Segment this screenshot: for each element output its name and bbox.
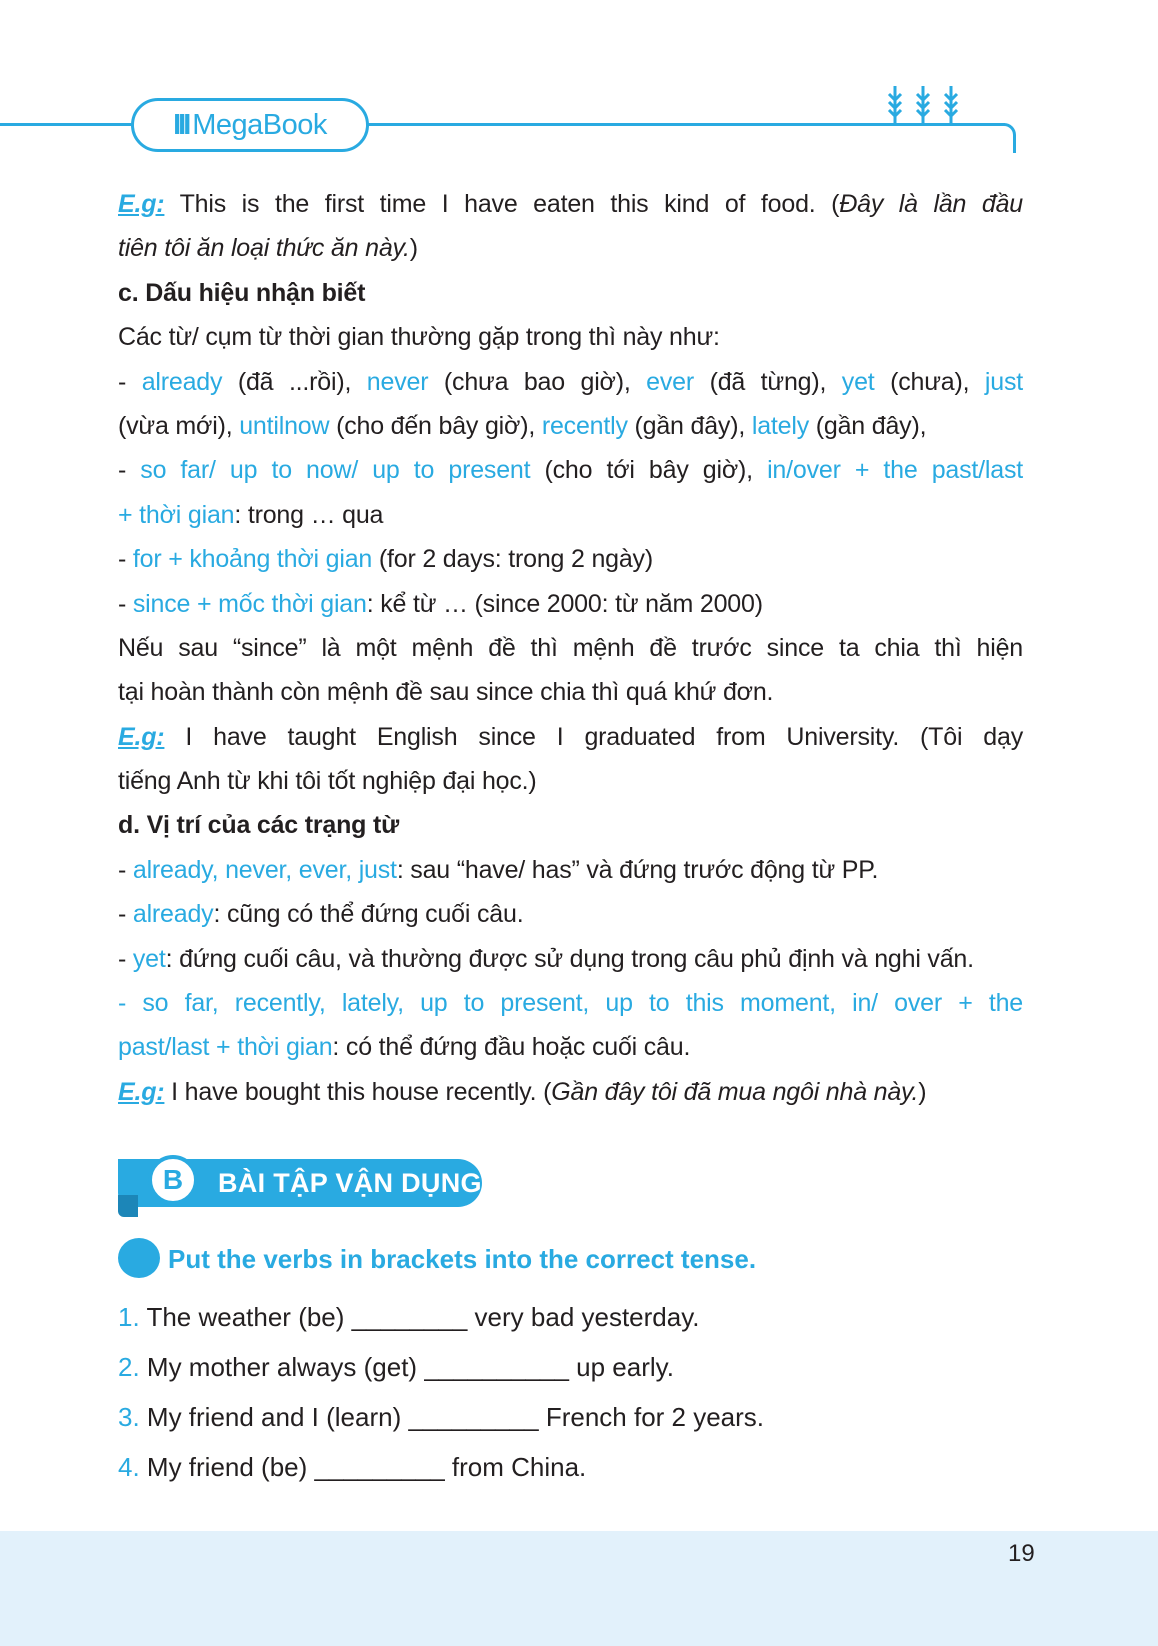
text-segment: (chưa bao giờ),	[428, 367, 647, 396]
text-segment: untilnow	[239, 411, 330, 440]
text-segment: c. Dấu hiệu nhận biết	[118, 278, 366, 307]
text-segment: -	[118, 367, 142, 396]
exercise-list	[118, 1292, 764, 1492]
lesson-text	[118, 182, 1023, 1114]
section-letter: B	[162, 1164, 184, 1195]
exercise-number: 3.	[118, 1402, 140, 1432]
text-segment: Gần đây tôi đã mua ngôi nhà này.	[551, 1077, 919, 1106]
text-segment: -	[118, 589, 133, 618]
text-segment: lately	[751, 411, 810, 440]
section-banner-fold	[118, 1195, 138, 1217]
text-line	[118, 937, 1023, 981]
megabook-logo	[131, 98, 369, 152]
text-segment: in/over + the past/last	[767, 456, 1023, 485]
exercise-text: The weather (be) ________ very bad yesterday.	[139, 1302, 700, 1332]
text-line	[118, 981, 1023, 1025]
text-line	[118, 537, 1023, 581]
text-segment: + thời gian	[118, 500, 235, 529]
example-label: E.g:	[118, 190, 165, 218]
text-segment: : sau “have/ has” và đứng trước động từ PP.	[396, 855, 879, 884]
logo-bars-icon: III	[173, 108, 189, 141]
text-segment: tiên tôi ăn loại thức ăn này.	[118, 234, 410, 263]
text-segment: (đã ...rồi),	[222, 367, 367, 396]
text-line	[118, 182, 1023, 226]
text-segment: This is the first time I have eaten this kind of food. (	[164, 190, 840, 218]
text-segment: past/last + thời gian	[118, 1033, 333, 1062]
text-segment: Đây là lần đầu	[839, 190, 1023, 218]
text-line	[118, 626, 1023, 670]
section-title: BÀI TẬP VẬN DỤNG	[218, 1168, 482, 1198]
exercise-item	[118, 1392, 764, 1442]
text-segment: : kể từ … (since 2000: từ năm 2000)	[366, 589, 763, 618]
text-segment: )	[918, 1077, 927, 1106]
text-segment: -	[118, 456, 141, 485]
example-label: E.g:	[118, 722, 165, 751]
text-segment: tại hoàn thành còn mệnh đề sau since chia thì quá khứ đơn.	[118, 678, 774, 707]
text-line	[118, 803, 1023, 847]
text-segment: Nếu sau “since” là một mệnh đề thì mệnh đề trước since ta chia thì hiện	[118, 633, 1023, 662]
text-segment: since + mốc thời gian	[132, 589, 367, 618]
text-segment: ever	[646, 367, 695, 396]
text-line	[118, 448, 1023, 492]
text-segment: -	[118, 545, 133, 574]
logo-text: MegaBook	[192, 108, 327, 141]
exercise-instruction: Put the verbs in brackets into the correct tense.	[168, 1244, 757, 1274]
example-label: E.g:	[118, 1077, 165, 1106]
text-segment: (chưa),	[874, 367, 985, 396]
text-segment: yet	[841, 367, 875, 396]
text-line	[118, 582, 1023, 626]
text-segment: )	[409, 234, 418, 263]
exercise-text: My mother always (get) __________ up early.	[139, 1352, 674, 1382]
text-line	[118, 759, 1023, 803]
text-segment: (gần đây),	[809, 411, 927, 440]
text-line	[118, 715, 1023, 759]
text-segment: yet	[132, 944, 166, 973]
text-segment: : cũng có thể đứng cuối câu.	[213, 900, 524, 929]
exercise-number: 2.	[118, 1352, 140, 1382]
text-line	[118, 360, 1023, 404]
text-segment: already	[132, 900, 214, 929]
text-segment: already	[141, 367, 223, 396]
text-line	[118, 1070, 1023, 1114]
speech-bubble-icon	[118, 1238, 160, 1278]
page-footer	[0, 1531, 1158, 1646]
text-line	[118, 848, 1023, 892]
text-segment: so far/ up to now/ up to present	[140, 456, 531, 485]
text-segment: never	[366, 367, 429, 396]
duck-and-wheat-icon	[870, 78, 1020, 128]
text-segment: -	[118, 944, 133, 973]
text-segment: (vừa mới),	[118, 411, 240, 440]
exercise-item	[118, 1342, 764, 1392]
text-segment: -	[118, 855, 133, 884]
text-segment: : có thể đứng đầu hoặc cuối câu.	[332, 1033, 691, 1062]
text-segment: (for 2 days: trong 2 ngày)	[372, 545, 653, 574]
text-line	[118, 404, 1023, 448]
text-segment: : đứng cuối câu, và thường được sử dụng trong câu phủ định và nghi vấn.	[165, 944, 974, 973]
text-segment: recently	[541, 411, 628, 440]
text-segment: (gần đây),	[627, 411, 752, 440]
text-segment: -	[118, 900, 133, 929]
page-number: 19	[1008, 1540, 1035, 1567]
exercise-number: 1.	[118, 1302, 140, 1332]
text-line	[118, 1025, 1023, 1069]
text-segment: (đã từng),	[694, 367, 842, 396]
text-segment: I have taught English since I graduated from University. (Tôi dạy	[164, 722, 1023, 751]
text-segment: (cho tới bây giờ),	[530, 456, 768, 485]
exercise-text: My friend and I (learn) _________ French for 2 years.	[139, 1402, 765, 1432]
text-line	[118, 271, 1023, 315]
section-letter-badge	[148, 1155, 198, 1205]
text-line	[118, 670, 1023, 714]
text-segment: Các từ/ cụm từ thời gian thường gặp trong thì này như:	[118, 323, 720, 352]
text-line	[118, 892, 1023, 936]
text-segment: already, never, ever, just	[132, 855, 397, 884]
exercise-item	[118, 1292, 764, 1342]
text-segment: just	[984, 367, 1023, 396]
text-segment: (cho đến bây giờ),	[329, 411, 542, 440]
text-line	[118, 315, 1023, 359]
text-segment: - so far, recently, lately, up to present, up to this moment, in/ over + the	[118, 989, 1023, 1018]
text-segment: I have bought this house recently. (	[164, 1077, 552, 1106]
exercise-item	[118, 1442, 764, 1492]
text-line	[118, 493, 1023, 537]
text-segment: d. Vị trí của các trạng từ	[118, 811, 400, 840]
text-segment: for + khoảng thời gian	[132, 545, 373, 574]
text-line	[118, 226, 1023, 270]
exercise-text: My friend (be) _________ from China.	[139, 1452, 587, 1482]
text-segment: : trong … qua	[234, 500, 384, 529]
text-segment: tiếng Anh từ khi tôi tốt nghiệp đại học.)	[118, 767, 537, 796]
exercise-number: 4.	[118, 1452, 140, 1482]
